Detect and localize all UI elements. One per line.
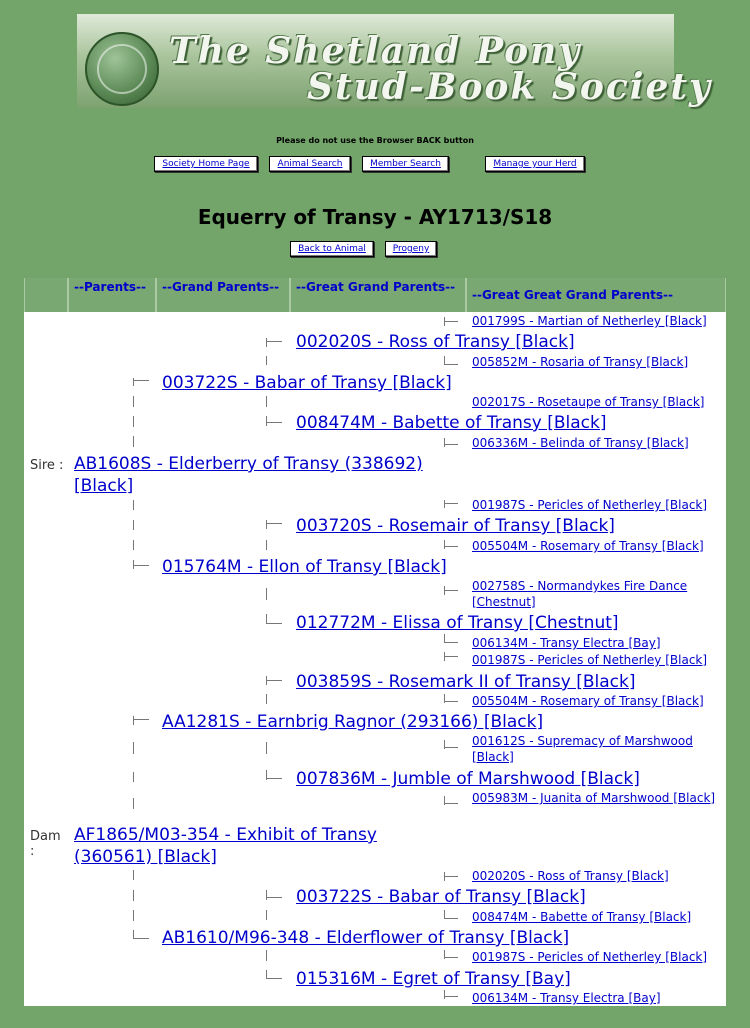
connector-line [444, 642, 458, 643]
pedigree-entry-gen4[interactable]: 001987S - Pericles of Netherley [Black] [472, 498, 708, 512]
manage-herd-button[interactable]: Manage your Herd [485, 156, 585, 172]
connector-line [133, 870, 134, 880]
header-great-grand-parents: --Great Grand Parents-- [290, 278, 466, 312]
connector-line [266, 356, 267, 365]
connector-line [133, 890, 134, 901]
connector-line [266, 978, 282, 979]
connector-line [133, 396, 134, 407]
pedigree-entry-gen3[interactable]: 003722S - Babar of Transy [Black] [296, 887, 586, 907]
pedigree-entry-gen2[interactable]: AB1610/M96-348 - Elderflower of Transy [Black] [162, 928, 570, 948]
pedigree-entry-gen4[interactable]: 005983M - Juanita of Marshwood [Black] [472, 791, 716, 805]
connector-line [266, 588, 267, 600]
connector-line [444, 656, 458, 657]
header-blank [24, 278, 68, 312]
page-title: Equerry of Transy - AY1713/S18 [197, 205, 553, 229]
pedigree-table [24, 278, 726, 1006]
connector-line [444, 803, 458, 804]
pedigree-entry-gen4[interactable]: 001799S - Martian of Netherley [Black] [472, 314, 707, 328]
banner-line-2: Stud-Book Society [307, 66, 712, 108]
pedigree-entry-gen3[interactable]: 003859S - Rosemark II of Transy [Black] [296, 672, 636, 692]
connector-line [444, 918, 458, 919]
pedigree-entry-gen4[interactable]: 001987S - Pericles of Netherley [Black] [472, 950, 708, 964]
connector-line [266, 778, 282, 779]
header-grand-parents: --Grand Parents-- [156, 278, 290, 312]
connector-line [266, 890, 267, 900]
pedigree-entry-gen3[interactable]: 015316M - Egret of Transy [Bay] [296, 969, 571, 989]
connector-line [444, 990, 445, 999]
connector-line [133, 742, 134, 754]
society-medal-logo [85, 32, 159, 106]
connector-line [444, 996, 458, 997]
connector-line [266, 623, 282, 624]
member-search-button[interactable]: Member Search [362, 156, 449, 172]
sire-label: Sire : [30, 458, 64, 473]
connector-line [266, 742, 267, 754]
pedigree-entry-gen4[interactable]: 008474M - Babette of Transy [Black] [472, 910, 692, 924]
back-button-notice: Please do not use the Browser BACK button [276, 136, 474, 145]
connector-line [266, 694, 267, 704]
society-home-button[interactable]: Society Home Page [154, 156, 258, 172]
connector-line [266, 396, 267, 407]
connector-line [133, 436, 134, 447]
connector-line [133, 520, 134, 530]
connector-line [133, 565, 149, 566]
pedigree-entry-gen4[interactable]: 005852M - Rosaria of Transy [Black] [472, 355, 689, 369]
connector-line [133, 798, 134, 809]
pedigree-header-row [24, 278, 726, 312]
connector-line [266, 897, 282, 898]
connector-line [444, 321, 458, 322]
animal-search-button[interactable]: Animal Search [269, 156, 351, 172]
banner-line-1: The Shetland Pony [169, 30, 582, 72]
back-to-animal-button[interactable]: Back to Animal [290, 241, 374, 257]
connector-line [444, 590, 458, 591]
pedigree-entry-sire[interactable]: AB1608S - Elderberry of Transy (338692) [Black] [74, 454, 423, 496]
connector-line [444, 444, 458, 445]
pedigree-entry-gen2[interactable]: 015764M - Ellon of Transy [Black] [162, 557, 447, 577]
connector-line [133, 716, 134, 725]
connector-line [266, 338, 267, 347]
pedigree-entry-gen4[interactable]: 002758S - Normandykes Fire Dance [Chestnut] [472, 579, 688, 609]
society-banner [77, 14, 712, 108]
pedigree-entry-gen2[interactable]: 003722S - Babar of Transy [Black] [162, 373, 452, 393]
pedigree-entry-gen3[interactable]: 003720S - Rosemair of Transy [Black] [296, 516, 615, 536]
connector-line [444, 957, 458, 958]
connector-line [444, 540, 445, 549]
connector-line [133, 380, 149, 381]
connector-line [266, 422, 282, 423]
connector-line [266, 680, 282, 681]
connector-line [133, 416, 134, 427]
connector-line [444, 503, 458, 504]
pedigree-entry-gen4[interactable]: 002017S - Rosetaupe of Transy [Black] [472, 395, 705, 409]
dam-label: Dam : [30, 829, 61, 859]
progeny-button[interactable]: Progeny [385, 241, 437, 257]
connector-line [444, 701, 458, 702]
pedigree-entry-dam[interactable]: AF1865/M03-354 - Exhibit of Transy (360561) [Black] [74, 825, 377, 867]
pedigree-entry-gen4[interactable]: 005504M - Rosemary of Transy [Black] [472, 694, 704, 708]
connector-line [444, 500, 445, 508]
pedigree-entry-gen4[interactable]: 006134M - Transy Electra [Bay] [472, 636, 661, 650]
connector-line [444, 364, 458, 365]
connector-line [266, 910, 267, 920]
connector-line [133, 938, 149, 939]
connector-line [444, 747, 458, 748]
pedigree-entry-gen4[interactable]: 006336M - Belinda of Transy [Black] [472, 436, 689, 450]
connector-line [133, 540, 134, 550]
connector-line [266, 520, 267, 529]
connector-line [266, 341, 282, 342]
connector-line [266, 540, 267, 550]
header-parents: --Parents-- [68, 278, 156, 312]
connector-line [133, 772, 134, 782]
pedigree-entry-gen3[interactable]: 008474M - Babette of Transy [Black] [296, 413, 607, 433]
pedigree-entry-gen3[interactable]: 012772M - Elissa of Transy [Chestnut] [296, 613, 619, 633]
header-great-great-grand-parents: --Great Great Grand Parents-- [466, 278, 726, 312]
pedigree-entry-gen4[interactable]: 005504M - Rosemary of Transy [Black] [472, 539, 704, 553]
connector-line [266, 416, 267, 426]
pedigree-entry-gen4[interactable]: 001987S - Pericles of Netherley [Black] [472, 653, 708, 667]
connector-line [266, 950, 267, 961]
connector-line [266, 523, 282, 524]
pedigree-entry-gen2[interactable]: AA1281S - Earnbrig Ragnor (293166) [Black] [162, 712, 544, 732]
connector-line [444, 876, 458, 877]
connector-line [444, 438, 445, 447]
connector-line [133, 719, 149, 720]
pedigree-entry-gen4[interactable]: 002020S - Ross of Transy [Black] [472, 869, 669, 883]
connector-line [133, 910, 134, 921]
connector-line [133, 500, 134, 510]
pedigree-entry-gen4[interactable]: 001612S - Supremacy of Marshwood [Black] [472, 734, 693, 764]
pedigree-entry-gen3[interactable]: 002020S - Ross of Transy [Black] [296, 332, 575, 352]
pedigree-entry-gen3[interactable]: 007836M - Jumble of Marshwood [Black] [296, 769, 640, 789]
connector-line [444, 546, 458, 547]
pedigree-entry-gen4[interactable]: 006134M - Transy Electra [Bay] [472, 991, 661, 1005]
